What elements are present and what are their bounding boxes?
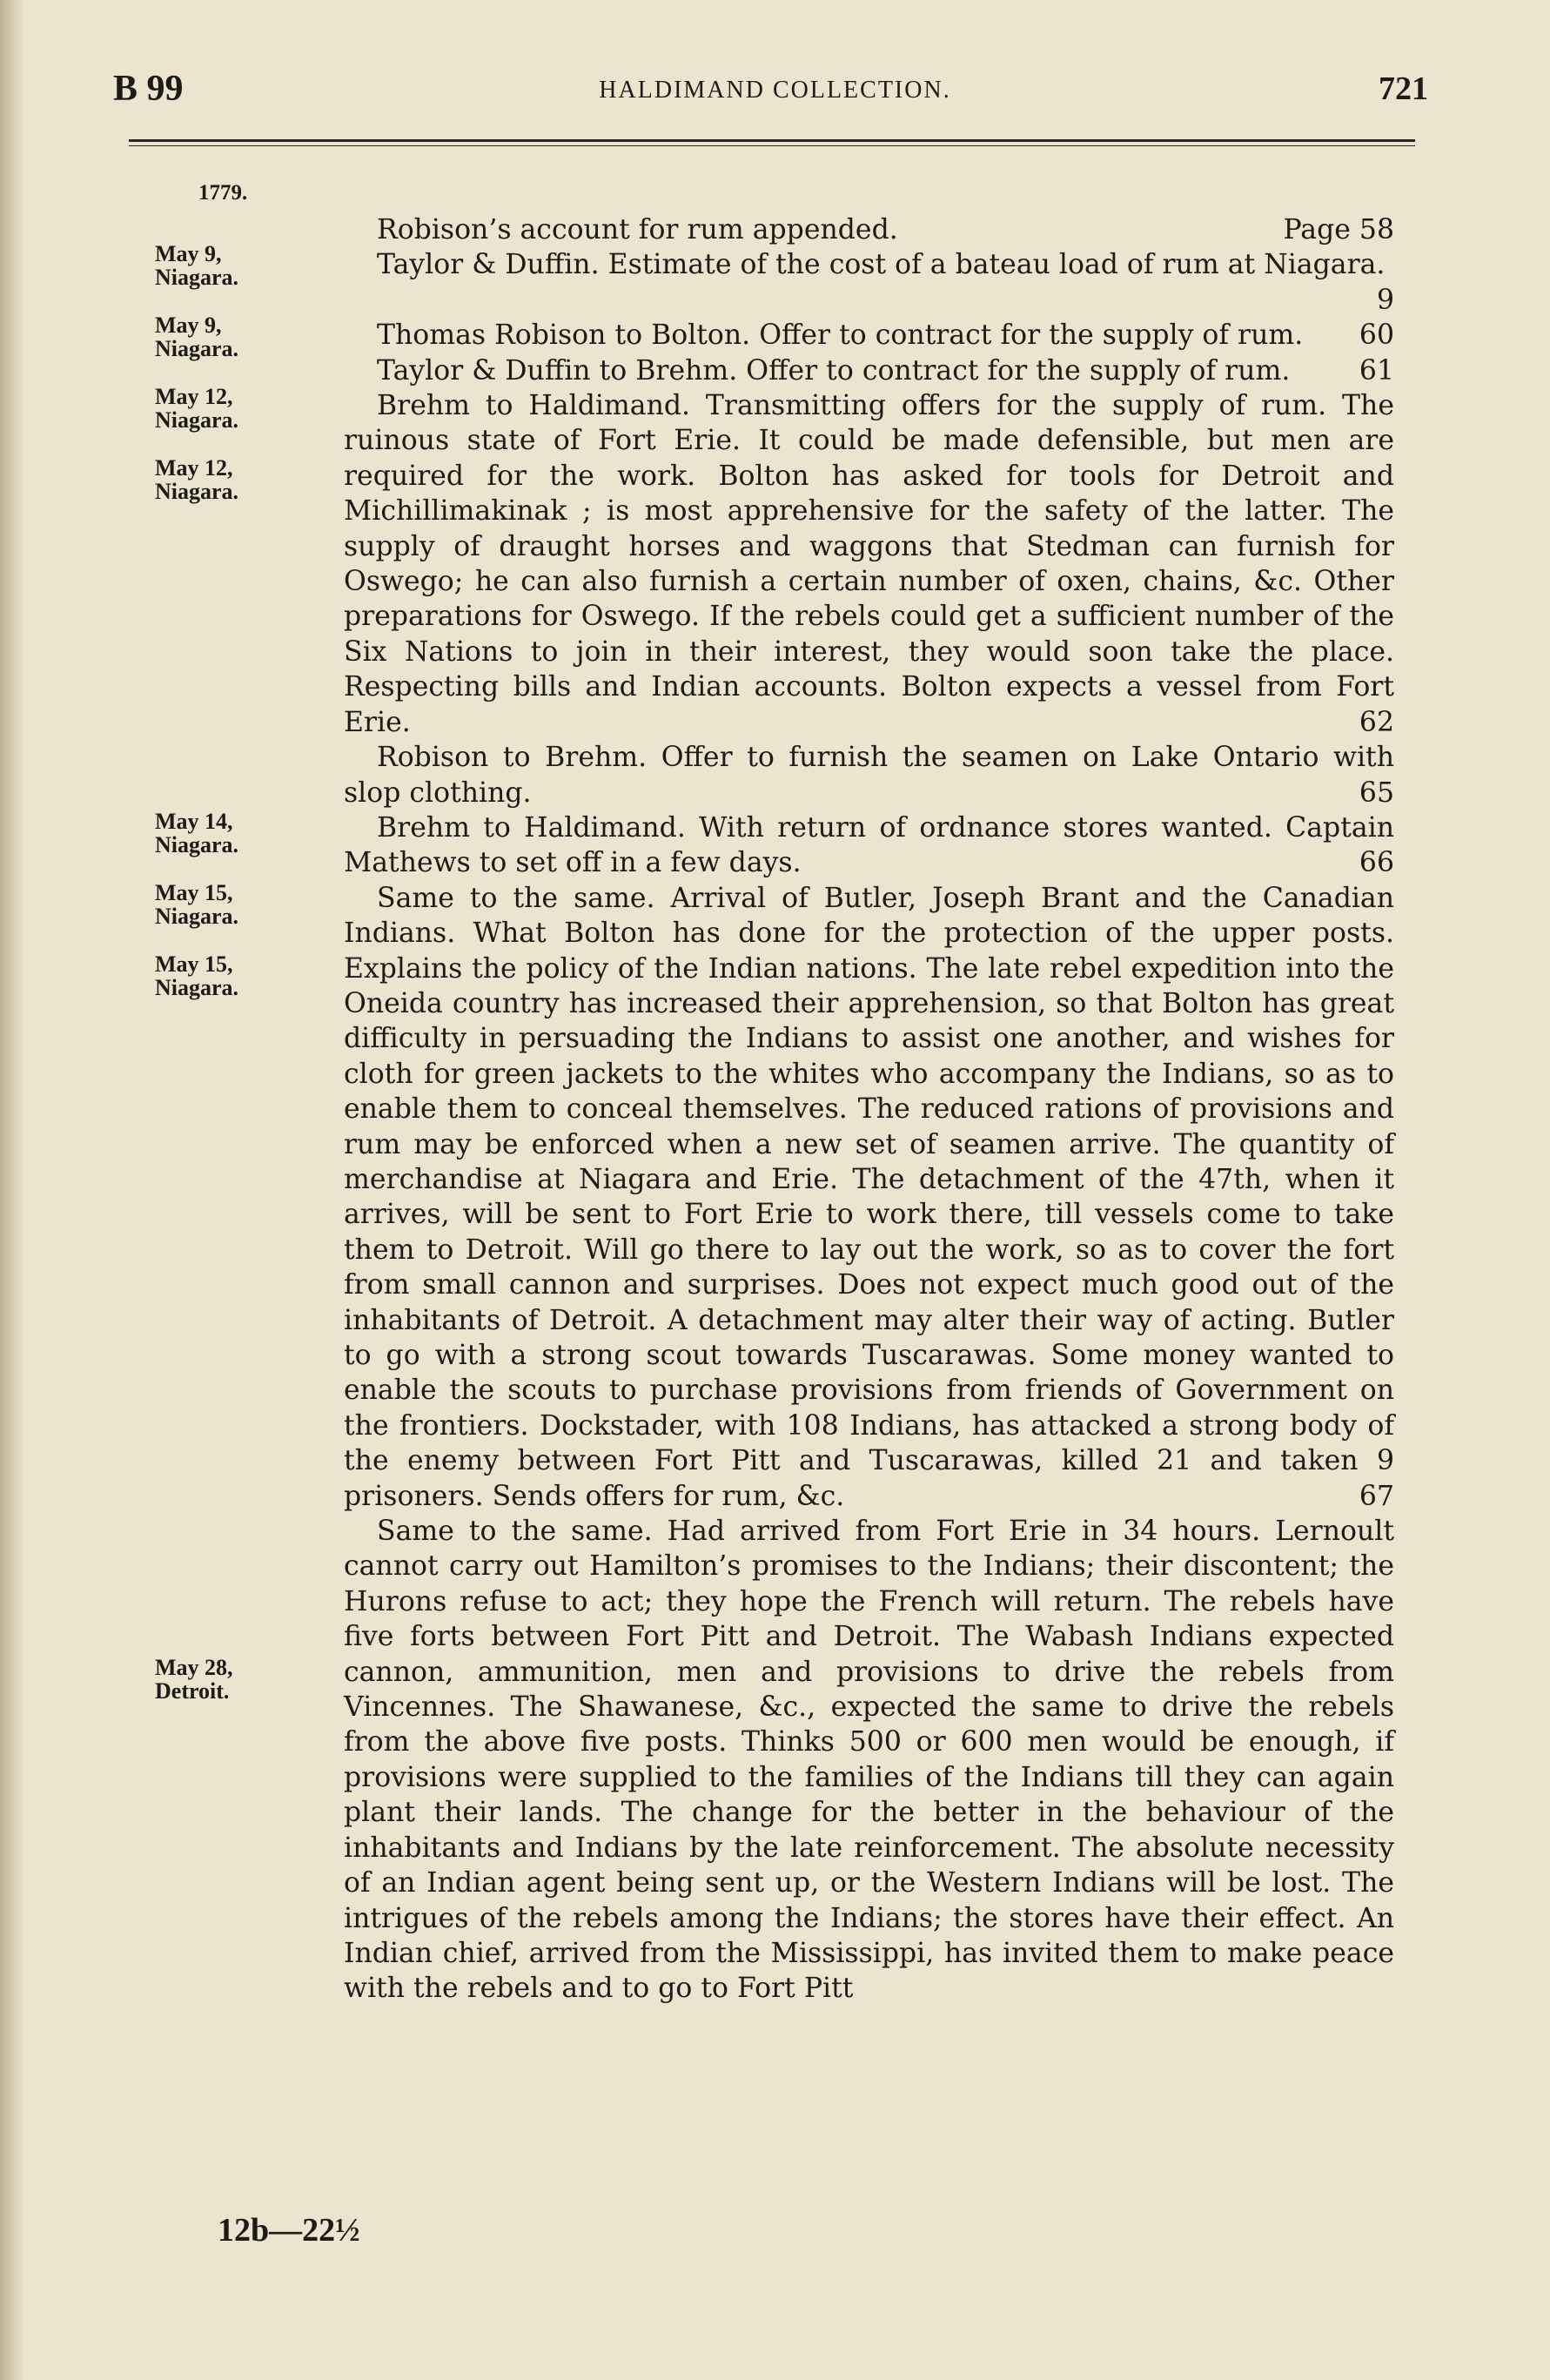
- entry: [344, 740, 1394, 810]
- margin-date: May 9,: [155, 241, 222, 266]
- margin-place: Niagara.: [155, 479, 239, 504]
- entry-page-ref: 65: [1359, 777, 1394, 809]
- header-rule: [129, 139, 1415, 146]
- page-edge-shadow: [0, 0, 24, 2380]
- margin-place: Niagara.: [155, 336, 239, 361]
- margin-note: [155, 456, 238, 503]
- margin-note: [155, 881, 238, 928]
- series-label: B 99: [113, 69, 184, 109]
- entry-text: Robison to Brehm. Offer to furnish the seamen on Lake Ontario with slop clothing.: [344, 742, 1394, 809]
- margin-date: May 28,: [155, 1655, 233, 1680]
- entry-page-ref: 61: [1359, 354, 1394, 387]
- signature-mark: 12b—22½: [218, 2212, 360, 2249]
- margin-place: Niagara.: [155, 265, 239, 290]
- margin-note: [155, 952, 238, 999]
- entry-page-ref: 66: [1359, 847, 1394, 879]
- margin-note: [155, 385, 238, 432]
- margin-place: Detroit.: [155, 1678, 230, 1704]
- margin-place: Niagara.: [155, 975, 239, 1000]
- entry-text: Robison’s account for rum appended.: [377, 214, 898, 245]
- entry: [344, 388, 1394, 740]
- margin-note: [155, 242, 238, 289]
- body-text: [344, 212, 1394, 2007]
- margin-note: [155, 1656, 233, 1703]
- running-title: HALDIMAND COLLECTION.: [599, 77, 951, 104]
- entry: [344, 810, 1394, 881]
- entry: [344, 247, 1394, 318]
- margin-date: May 12,: [155, 455, 233, 481]
- margin-note: [155, 313, 238, 360]
- margin-place: Niagara.: [155, 407, 239, 433]
- entry-text: Brehm to Haldimand. Transmitting offers for the supply of rum. The ruinous state of Fort Erie. It could be made defensible, but men are required for the work. Bolton has asked for tools for Detroit and Michillimakinak ; is most apprehensive for the safety of the latter. The supply of draught horses and waggons that Stedman can furnish for Oswego; he can also furnish a certain number of oxen, chains, &c. Other preparations for Oswego. If the rebels could get a sufficient number of the Six Nations to join in their interest, they would soon take the place. Respecting bills and Indian accounts. Bolton expects a vessel from Fort Erie.: [344, 390, 1394, 738]
- page-number: 721: [1379, 71, 1428, 107]
- entry: [344, 353, 1394, 388]
- margin-place: Niagara.: [155, 904, 239, 929]
- entry-page-ref: 67: [1359, 1480, 1394, 1512]
- year-label: 1779.: [198, 181, 248, 205]
- entry-page-ref: 60: [1359, 319, 1394, 352]
- entry-text: Taylor & Duffin. Estimate of the cost of a bateau load of rum at Niagara.: [377, 249, 1386, 281]
- entry: [344, 881, 1394, 1514]
- entry: [344, 212, 1394, 247]
- margin-place: Niagara.: [155, 832, 239, 857]
- entry: [344, 1514, 1394, 2007]
- margin-date: May 15,: [155, 951, 233, 977]
- entry-text: Brehm to Haldimand. With return of ordnance stores wanted. Captain Mathews to set off in a few days.: [344, 811, 1394, 879]
- entry-text: Thomas Robison to Bolton. Offer to contract for the supply of rum.: [377, 319, 1304, 352]
- margin-date: May 14,: [155, 809, 233, 834]
- entry-text: Same to the same. Arrival of Butler, Joseph Brant and the Canadian Indians. What Bolton has done for the protection of the upper posts. Explains the policy of the Indian nations. The late rebel expedition into the Oneida country has increased their apprehension, so that Bolton has great difficulty in persuading the Indians to assist one another, and wishes for cloth for green jackets to the whites who accompany the Indians, so as to enable them to conceal themselves. The reduced rations of provisions and rum may be enforced when a new set of seamen arrive. The quantity of merchandise at Niagara and Erie. The detachment of the 47th, when it arrives, will be sent to Fort Erie to work there, till vessels come to take them to Detroit. Will go there to lay out the work, so as to cover the fort from small cannon and surprises. Does not expect much good out of the inhabitants of Detroit. A detachment may alter their way of acting. Butler to go with a strong scout towards Tuscarawas. Some money wanted to enable the scouts to purchase provisions from friends of Government on the frontiers. Dockstader, with 108 Indians, has attacked a strong body of the enemy between Fort Pitt and Tuscarawas, killed 21 and taken 9 prisoners. Sends offers for rum, &c.: [344, 882, 1394, 1512]
- entry-text: Same to the same. Had arrived from Fort Erie in 34 hours. Lernoult cannot carry out Hamilton’s promises to the Indians; their discontent; the Hurons refuse to act; they hope the French will return. The rebels have five forts between Fort Pitt and Detroit. The Wabash Indians expected cannon, ammunition, men and provisions to drive the rebels from Vincennes. The Shawanese, &c., expected the same to drive the rebels from the above five posts. Thinks 500 or 600 men would be enough, if provisions were supplied to the families of the Indians till they can again plant their lands. The change for the better in the behaviour of the inhabitants and Indians by the late reinforcement. The absolute necessity of an Indian agent being sent up, or the Western Indians will be lost. The intrigues of the rebels among the Indians; the stores have their effect. An Indian chief, arrived from the Mississippi, has invited them to make peace with the rebels and to go to Fort Pitt: [344, 1516, 1394, 2005]
- entry-text: Taylor & Duffin to Brehm. Offer to contract for the supply of rum.: [377, 354, 1291, 387]
- margin-date: May 9,: [155, 313, 222, 338]
- margin-date: May 15,: [155, 880, 233, 905]
- entry-page-ref: 9: [1376, 284, 1394, 316]
- margin-note: [155, 810, 238, 857]
- margin-date: May 12,: [155, 384, 233, 409]
- entry-page-ref: Page 58: [1283, 214, 1394, 245]
- entry-page-ref: 62: [1359, 706, 1394, 738]
- entry: [344, 318, 1394, 353]
